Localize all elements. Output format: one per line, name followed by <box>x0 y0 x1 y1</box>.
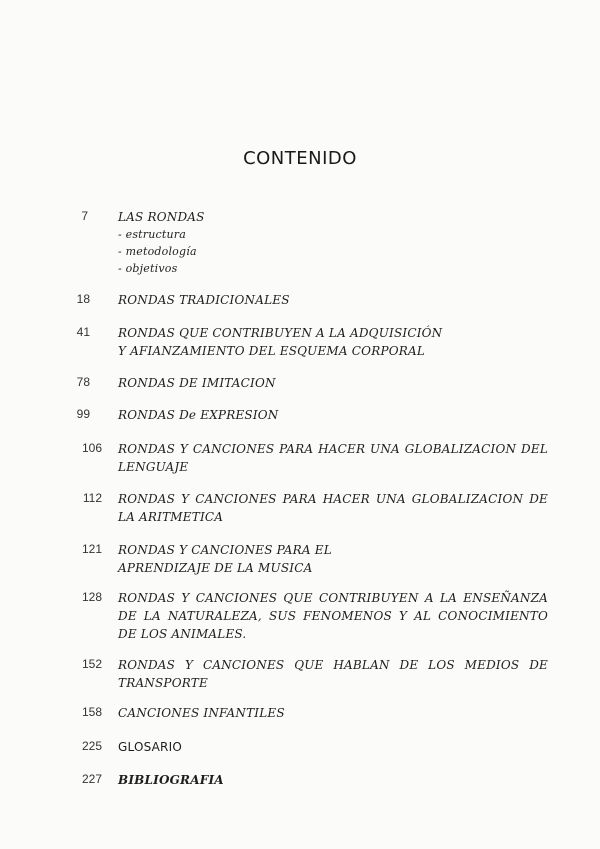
toc-entry-text <box>118 208 548 277</box>
toc-entry-text: RONDAS Y CANCIONES QUE CONTRIBUYEN A LA ENSEÑANZA DE LA NATURALEZA, SUS FENOMENOS Y AL CONOCIMIENTO DE LOS ANIMALES. <box>118 591 548 641</box>
toc-page-number: 152 <box>81 657 102 671</box>
toc-page-number: 99 <box>76 407 90 421</box>
toc-entry-text: RONDAS Y CANCIONES PARA HACER UNA GLOBALIZACION DEL LENGUAJE <box>118 442 548 474</box>
toc-entry-text: CANCIONES INFANTILES <box>118 706 285 720</box>
toc-entry-text: RONDAS Y CANCIONES PARA EL APRENDIZAJE DE LA MUSICA <box>118 543 332 575</box>
toc-entry-text: RONDAS DE IMITACION <box>118 376 276 390</box>
toc-entry-text: RONDAS QUE CONTRIBUYEN A LA ADQUISICIÓN Y AFIANZAMIENTO DEL ESQUEMA CORPORAL <box>118 326 443 358</box>
toc-page-number: 227 <box>81 772 102 786</box>
toc-page-number: 41 <box>76 325 90 339</box>
toc-entry-text: RONDAS Y CANCIONES QUE HABLAN DE LOS MEDIOS DE TRANSPORTE <box>118 658 548 690</box>
toc-entry-text: BIBLIOGRAFIA <box>118 773 224 787</box>
toc-page-number: 112 <box>82 491 102 505</box>
toc-entry-text: RONDAS Y CANCIONES PARA HACER UNA GLOBALIZACION DE LA ARITMETICA <box>118 492 548 524</box>
toc-page-number: 106 <box>81 441 102 455</box>
toc-subitem: - estructura <box>118 228 187 241</box>
toc-page-number: 7 <box>81 209 88 223</box>
toc-entry-text: RONDAS TRADICIONALES <box>118 293 290 307</box>
toc-subitem: - metodología <box>118 245 197 258</box>
toc-page-number: 128 <box>81 590 102 604</box>
page-title: CONTENIDO <box>243 148 357 169</box>
toc-subitem: - objetivos <box>118 262 178 275</box>
toc-entry-text: GLOSARIO <box>118 740 182 754</box>
toc-entry-text: RONDAS De EXPRESION <box>118 408 279 422</box>
toc-page-number: 158 <box>81 705 102 719</box>
toc-page-number: 18 <box>76 292 90 306</box>
toc-page-number: 225 <box>81 739 102 753</box>
toc-page-number: 78 <box>76 375 90 389</box>
toc-page-number: 121 <box>81 542 102 556</box>
toc-entry-title: LAS RONDAS <box>118 210 205 224</box>
